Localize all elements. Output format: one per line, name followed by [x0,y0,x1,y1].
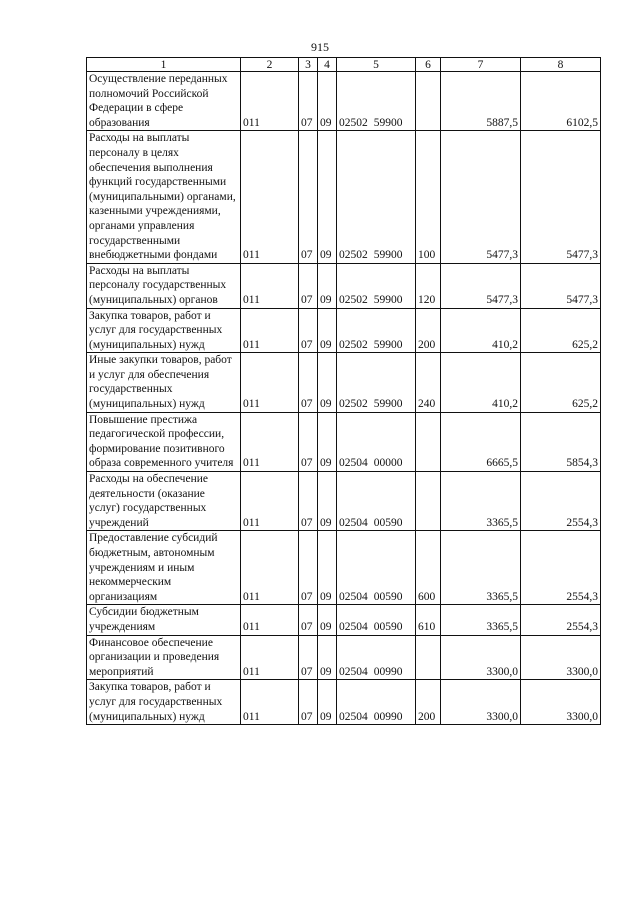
column-2-cell: 011 [241,412,299,471]
table-row [87,680,601,725]
column-4-cell: 09 [318,635,337,680]
column-7-cell: 5887,5 [441,72,521,131]
column-3-cell: 07 [299,531,318,605]
column-header: 8 [521,58,601,72]
column-5-cell [337,605,416,635]
row-name-cell: Субсидии бюджетным учреждениям [87,605,241,635]
row-name-cell: Закупка товаров, работ и услуг для государственных (муниципальных) нужд [87,680,241,725]
column-4-cell: 09 [318,531,337,605]
column-8-cell: 2554,3 [521,472,601,531]
column-5-part-b: 59900 [373,249,403,262]
table-row [87,353,601,412]
column-2-cell: 011 [241,131,299,263]
column-7-cell: 5477,3 [441,263,521,308]
column-6-cell [416,635,441,680]
column-5-part-a: 02504 [339,620,368,633]
table-row [87,472,601,531]
column-7-cell: 3300,0 [441,635,521,680]
column-header: 4 [318,58,337,72]
budget-table [86,57,601,725]
column-6-cell: 200 [416,308,441,353]
column-8-cell: 625,2 [521,308,601,353]
column-6-cell [416,472,441,531]
column-5-part-b: 00990 [373,710,403,723]
column-7-cell: 410,2 [441,353,521,412]
column-header: 1 [87,58,241,72]
column-5-part-a: 02502 [339,338,368,351]
column-5-part-a: 02504 [339,457,368,470]
column-4-cell: 09 [318,680,337,725]
column-7-cell: 6665,5 [441,412,521,471]
row-name-cell: Расходы на обеспечение деятельности (оказание услуг) государственных учреждений [87,472,241,531]
column-3-cell: 07 [299,131,318,263]
column-header: 2 [241,58,299,72]
column-6-cell: 240 [416,353,441,412]
column-5-cell [337,72,416,131]
column-2-cell: 011 [241,353,299,412]
column-8-cell: 6102,5 [521,72,601,131]
column-5-part-b: 00590 [373,516,403,529]
column-5-part-a: 02502 [339,116,368,129]
column-5-cell [337,263,416,308]
column-5-part-b: 00590 [373,590,403,603]
column-5-cell [337,472,416,531]
table-row [87,263,601,308]
column-5-part-b: 00000 [373,457,403,470]
column-header: 7 [441,58,521,72]
column-4-cell: 09 [318,412,337,471]
column-5-part-b: 00990 [373,665,403,678]
column-7-cell: 5477,3 [441,131,521,263]
column-7-cell: 3365,5 [441,605,521,635]
column-2-cell: 011 [241,680,299,725]
table-row [87,308,601,353]
column-6-cell [416,412,441,471]
header-row [87,58,601,72]
column-5-cell [337,131,416,263]
column-3-cell: 07 [299,680,318,725]
row-name-cell: Расходы на выплаты персоналу государственных (муниципальных) органов [87,263,241,308]
column-3-cell: 07 [299,72,318,131]
column-5-part-b: 00590 [373,620,403,633]
column-3-cell: 07 [299,472,318,531]
column-8-cell: 5477,3 [521,131,601,263]
column-5-part-a: 02502 [339,398,368,411]
column-8-cell: 5477,3 [521,263,601,308]
row-name-cell: Предоставление субсидий бюджетным, автономным учреждениям и иным некоммерческим организациям [87,531,241,605]
page-number: 915 [311,40,329,54]
column-5-cell [337,353,416,412]
column-3-cell: 07 [299,412,318,471]
column-5-part-a: 02502 [339,249,368,262]
column-8-cell: 5854,3 [521,412,601,471]
column-5-cell [337,531,416,605]
column-5-part-b: 59900 [373,116,403,129]
column-5-cell [337,412,416,471]
column-4-cell: 09 [318,605,337,635]
row-name-cell: Иные закупки товаров, работ и услуг для обеспечения государственных (муниципальных) нужд [87,353,241,412]
column-3-cell: 07 [299,605,318,635]
column-5-part-a: 02504 [339,710,368,723]
column-4-cell: 09 [318,353,337,412]
row-name-cell: Повышение престижа педагогической профессии, формирование позитивного образа современного учителя [87,412,241,471]
column-8-cell: 3300,0 [521,635,601,680]
row-name-cell: Финансовое обеспечение организации и проведения мероприятий [87,635,241,680]
row-name-cell: Осуществление переданных полномочий Российской Федерации в сфере образования [87,72,241,131]
column-5-part-b: 59900 [373,293,403,306]
column-2-cell: 011 [241,263,299,308]
column-5-part-a: 02504 [339,590,368,603]
column-8-cell: 3300,0 [521,680,601,725]
column-2-cell: 011 [241,308,299,353]
column-2-cell: 011 [241,635,299,680]
column-3-cell: 07 [299,353,318,412]
column-2-cell: 011 [241,531,299,605]
column-7-cell: 3300,0 [441,680,521,725]
column-7-cell: 3365,5 [441,472,521,531]
column-2-cell: 011 [241,72,299,131]
column-6-cell: 120 [416,263,441,308]
column-4-cell: 09 [318,308,337,353]
column-7-cell: 410,2 [441,308,521,353]
column-header: 6 [416,58,441,72]
column-header: 5 [337,58,416,72]
column-5-part-b: 59900 [373,398,403,411]
row-name-cell: Закупка товаров, работ и услуг для государственных (муниципальных) нужд [87,308,241,353]
column-4-cell: 09 [318,263,337,308]
table-row [87,131,601,263]
column-3-cell: 07 [299,308,318,353]
column-5-part-a: 02502 [339,293,368,306]
column-5-part-a: 02504 [339,516,368,529]
column-5-cell [337,308,416,353]
column-6-cell: 600 [416,531,441,605]
table-row [87,605,601,635]
column-6-cell [416,72,441,131]
column-8-cell: 625,2 [521,353,601,412]
column-8-cell: 2554,3 [521,605,601,635]
table-row [87,531,601,605]
column-2-cell: 011 [241,472,299,531]
column-5-part-a: 02504 [339,665,368,678]
table-row [87,635,601,680]
column-3-cell: 07 [299,635,318,680]
column-6-cell: 100 [416,131,441,263]
column-4-cell: 09 [318,472,337,531]
column-7-cell: 3365,5 [441,531,521,605]
column-4-cell: 09 [318,72,337,131]
table-row [87,412,601,471]
column-3-cell: 07 [299,263,318,308]
column-5-cell [337,635,416,680]
column-header: 3 [299,58,318,72]
column-2-cell: 011 [241,605,299,635]
column-6-cell: 610 [416,605,441,635]
column-5-part-b: 59900 [373,338,403,351]
column-8-cell: 2554,3 [521,531,601,605]
column-4-cell: 09 [318,131,337,263]
column-5-cell [337,680,416,725]
table-row [87,72,601,131]
row-name-cell: Расходы на выплаты персоналу в целях обеспечения выполнения функций государственными (муниципальными) органами, казенными учреждениями, органами управления государственными внебюджетными фондами [87,131,241,263]
column-6-cell: 200 [416,680,441,725]
